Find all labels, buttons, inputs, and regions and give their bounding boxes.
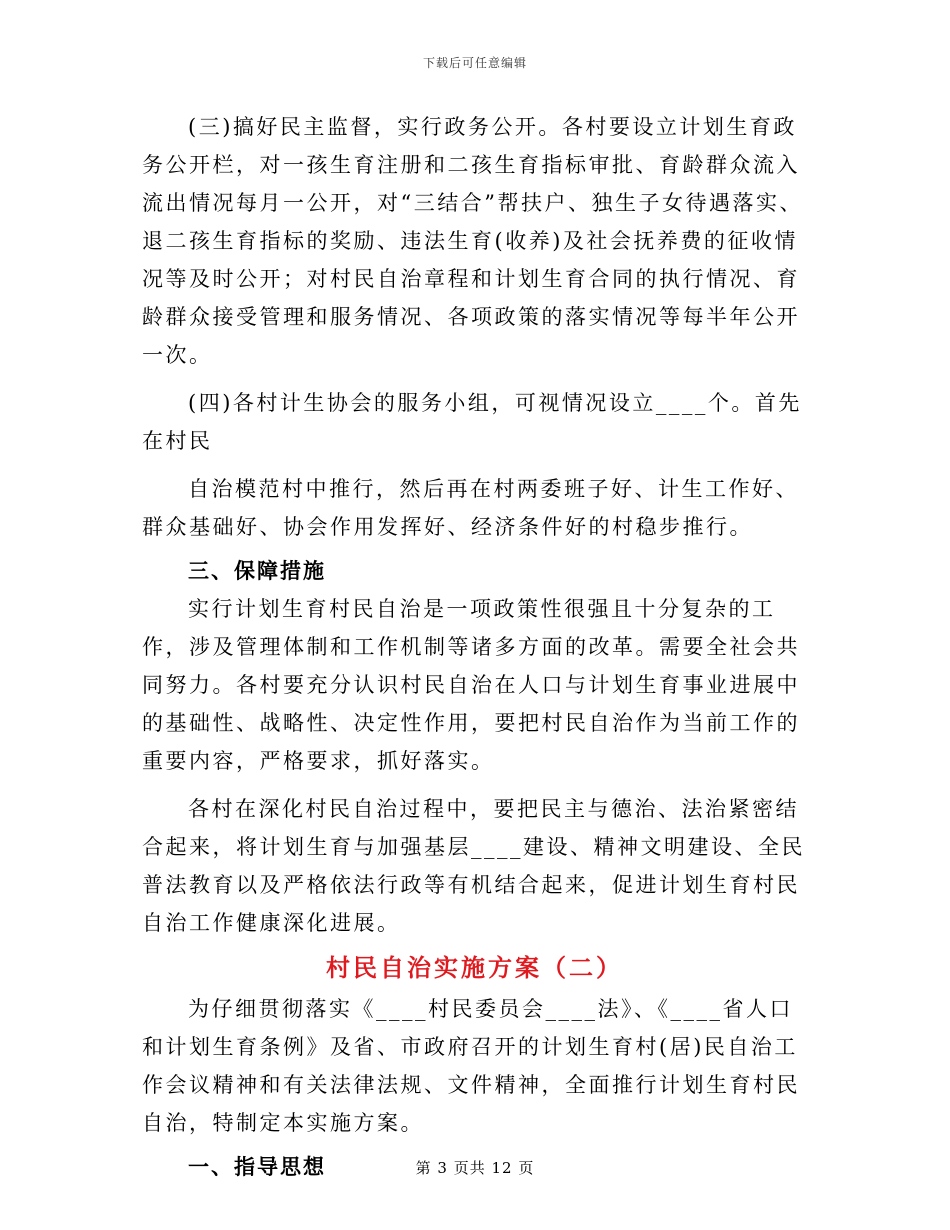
paragraph-service-groups: (四)各村计生协会的服务小组，可视情况设立____个。首先在村民	[142, 391, 802, 453]
document-title: 村民自治实施方案（二）	[326, 954, 623, 982]
page-header: 下载后可任意编辑	[422, 56, 527, 70]
document-body	[142, 108, 807, 1186]
paragraph-deepen-autonomy: 各村在深化村民自治过程中，要把民主与德治、法治紧密结合起来，将计划生育与加强基层____建设、精神文明建设、全民普法教育以及严格依法行政等有机结合起来，促进计划生育村民自治工作健康深化进展。	[142, 797, 805, 935]
paragraph-public-affairs: (三)搞好民主监督，实行政务公开。各村要设立计划生育政务公开栏，对一孩生育注册和二孩生育指标审批、育龄群众流入流出情况每月一公开，对“三结合”帮扶户、独生子女待遇落实、退二孩生育指标的奖励、违法生育(收养)及社会抚养费的征收情况等及时公开；对村民自治章程和计划生育合同的执行情况、育龄群众接受管理和服务情况、各项政策的落实情况等每半年公开一次。	[142, 115, 803, 367]
section-heading-safeguards: 三、保障措施	[188, 559, 326, 583]
section-heading-guiding-ideology: 一、指导思想	[188, 1155, 326, 1179]
page-footer: 第 3 页共 12 页	[415, 1159, 535, 1177]
paragraph-model-villages: 自治模范村中推行，然后再在村两委班子好、计生工作好、群众基础好、协会作用发挥好、经济条件好的村稳步推行。	[142, 477, 799, 539]
paragraph-policy-work: 实行计划生育村民自治是一项政策性很强且十分复杂的工作，涉及管理体制和工作机制等诸多方面的改革。需要全社会共同努力。各村要充分认识村民自治在人口与计划生育事业进展中的基础性、战略性、决定性作用，要把村民自治作为当前工作的重要内容，严格要求，抓好落实。	[142, 597, 800, 773]
paragraph-intro: 为仔细贯彻落实《____村民委员会____法》、《____省人口和计划生育条例》及省、市政府召开的计划生育村(居)民自治工作会议精神和有关法律法规、文件精神，全面推行计划生育村民自治，特制定本实施方案。	[142, 997, 800, 1135]
